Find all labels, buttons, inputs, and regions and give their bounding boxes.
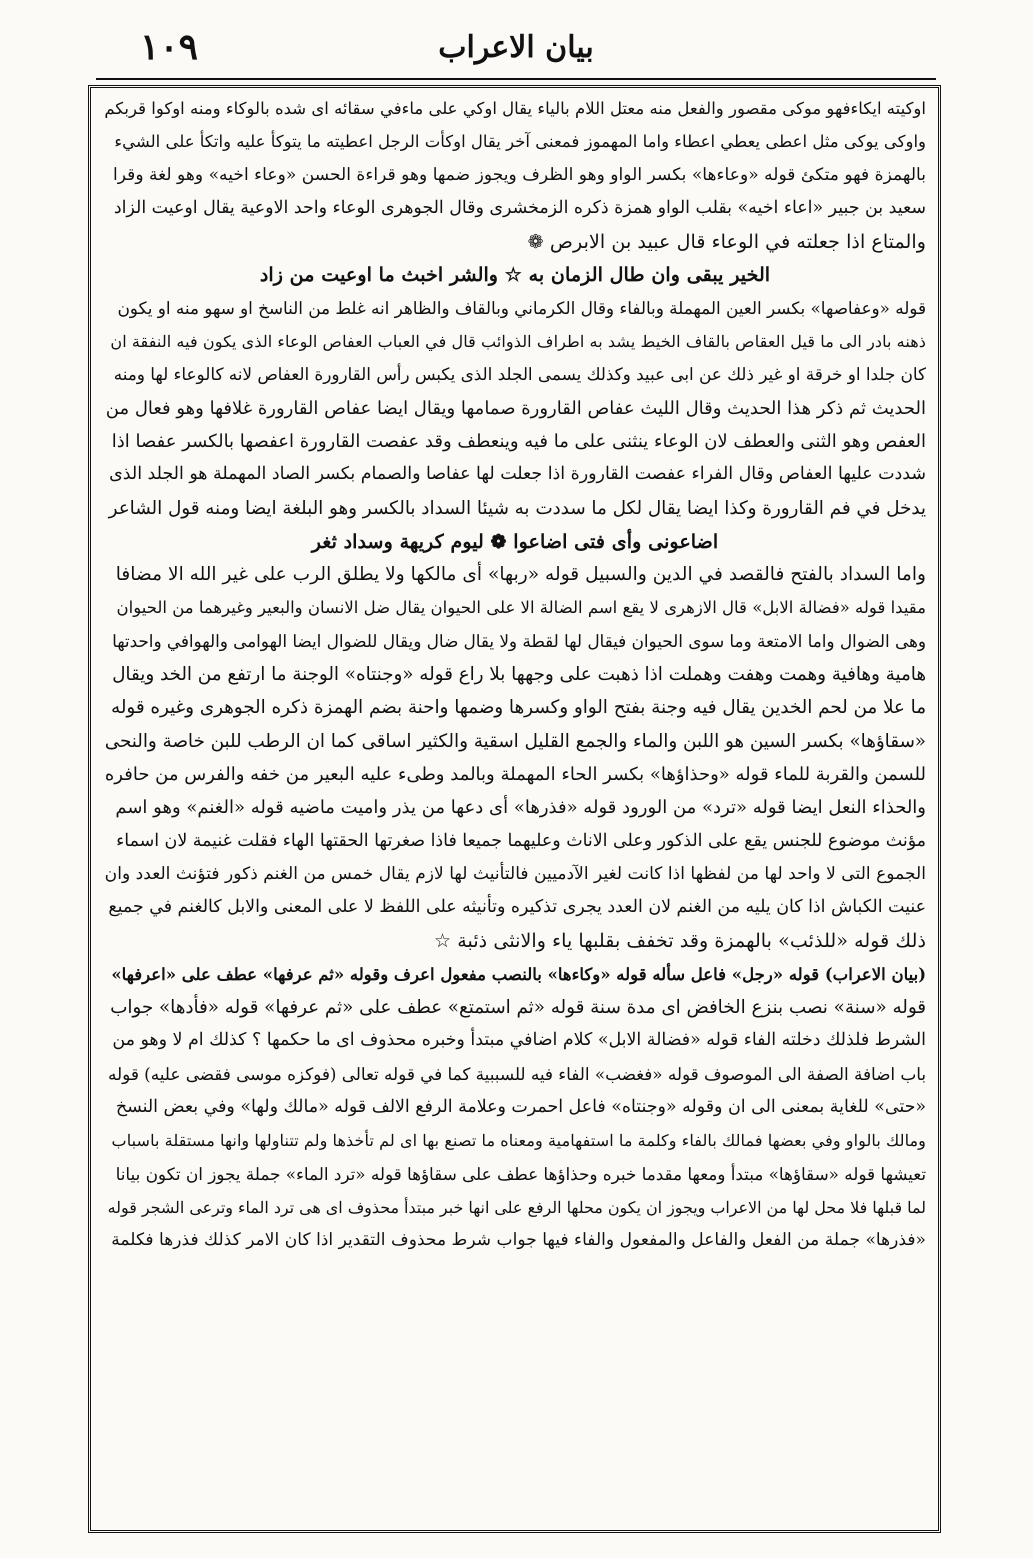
text-line: لما قبلها فلا محل لها من الاعراب ويجوز ان يكون محلها الرفع على انها خبر مبتدأ محذوف اى هى ترد الماء وترعى الشجر قوله <box>107 1197 926 1217</box>
header-rule <box>96 78 936 80</box>
verse-line: اضاعونى وأى فتى اضاعوا ❁ ليوم كريهة وسداد ثغر <box>311 529 719 553</box>
running-title: بيان الاعراب <box>438 30 594 65</box>
text-line: الحديث ثم ذكر هذا الحديث وقال الليث عفاص القارورة صمامها ويقال ايضا عفاص القارورة غلافها وهو فعال من <box>105 397 926 419</box>
text-line: قوله «سنة» نصب بنزع الخافض اى مدة سنة قوله «ثم استمتع» عطف على «ثم عرفها» قوله «فأدها» جواب <box>110 997 926 1019</box>
text-line: العفص وهو الثنى والعطف لان الوعاء ينثنى على ما فيه وينعطف وقد عفصت القارورة اعفصها بالكسر عفصا اذا <box>111 430 926 452</box>
text-line: يدخل في فم القارورة وكذا ايضا يقال لكل ما سددت به شيئا السداد بالكسر وهو البلغة ايضا ومنه قول الشاعر <box>108 497 926 519</box>
text-line: للسمن والقربة للماء قوله «وحذاؤها» بكسر الحاء المهملة وبالمد وطىء عليه البعير من خفه والفرس من حافره <box>104 763 926 785</box>
text-line: «سقاؤها» بكسر السين هو اللبن والماء والجمع القليل اسقية والكثير اساقى كما ان الرطب للبن خاصة والنحى <box>104 730 926 752</box>
text-line: كان جلدا او خرقة او غير ذلك عن ابى عبيد وكذلك يسمى الجلد الذى يكبس رأس القارورة العفاص لانه كالوعاء لها ومنه <box>113 364 926 385</box>
text-line: واوكى يوكى مثل اعطى يعطي اعطاء واما المهموز فمعنى آخر يقال اوكأت الرجل اعطيته ما يتوكأ عليه واتكأ على الشيء <box>114 132 926 152</box>
text-line: الشرط فلذلك دخلته الفاء قوله «فضالة الابل» كلام اضافي مبتدأ وخبره محذوف اى ما حكمها ؟ كذلك ام لا وهو من <box>112 1030 926 1051</box>
text-line: اوكيته ايكاءفهو موكى مقصور والفعل منه معتل اللام بالياء يقال اوكي على ماءفي سقائه اى شده بالوكاء ومنه اوكوا قربكم <box>104 99 926 118</box>
text-line: ذهنه بادر الى ما قيل العقاص بالقاف الخيط يشد به اطراف الذوائب قال في العباب العفاص الوعاء الذى يكون فيه النفقة ان <box>110 332 926 352</box>
text-line: عنيت الكباش اذا كان يليه من الغنم لان العدد يجرى تذكيره وتأنيثه على اللفظ لا على المعنى والابل كالغنم في جميع <box>108 897 926 918</box>
verse-line: الخير يبقى وان طال الزمان به ☆ والشر اخبث ما اوعيت من زاد <box>259 263 771 287</box>
page-header <box>96 20 936 82</box>
text-line: «فذرها» جملة من الفعل والفاعل والمفعول والفاء فيها جواب شرط محذوف التقدير اذا كان الامر كذلك فذرها فكلمة <box>111 1230 926 1251</box>
text-line: والحذاء النعل ايضا قوله «ترد» من الورود قوله «فذرها» أى دعها من يذر واميت ماضيه قوله «الغنم» وهو اسم <box>115 797 926 819</box>
text-line: تعيشها قوله «سقاؤها» مبتدأ ومعها مقدما خبره وحذاؤها عطف على سقاؤها قوله «ترد الماء» جملة يجوز ان تكون بيانا <box>115 1163 926 1184</box>
text-line: (بيان الاعراب) قوله «رجل» فاعل سأله قوله «وكاءها» بالنصب مفعول اعرف وقوله «ثم عرفها» عطف على «اعرفها» <box>111 964 926 984</box>
text-line: قوله «وعفاصها» بكسر العين المهملة وبالفاء وقال الكرماني وبالقاف والظاهر انه غلط من الناسخ او سهو منه او يكون <box>117 297 926 318</box>
text-line: شددت عليها العفاص وقال الفراء عفصت القارورة اذا جعلت لها عفاصا والصمام بكسر الصاد المهملة هو الجلد الذى <box>109 464 926 485</box>
text-line: مؤنث موضوع للجنس يقع على الذكور وعلى الاناث وعليهما جميعا فاذا صغرتها الحقتها الهاء فقلت غنيمة لان اسماء <box>116 830 926 851</box>
text-line: ما علا من لحم الخدين يقال فيه وجنة بفتح الواو وكسرها وضمها واحنة بضم الهمزة ذكره الجوهرى وغيره قوله <box>111 697 926 719</box>
text-line: ذلك قوله «للذئب» بالهمزة وقد تخفف بقلبها ياء والانثى ذئبة ☆ <box>433 929 926 953</box>
text-line: سعيد بن جبير «اعاء اخيه» بقلب الواو همزة ذكره الزمخشرى وقال الجوهرى الوعاء واحد الاوعية يقال اوعيت الزاد <box>113 197 926 218</box>
body-text <box>104 92 926 1524</box>
text-line: «حتى» للغاية بمعنى الى ان وقوله «وجنتاه» فاعل احمرت وعلامة الرفع الالف قوله «مالك ولها» وفي بعض النسخ <box>115 1096 926 1117</box>
page-number: ١٠٩ <box>140 26 199 68</box>
text-line: ومالك بالواو وفي بعضها فمالك بالفاء وكلمة ما استفهامية ومعناه ما تصنع بها اى لم تأخذها ولم تتناولها وانها مستقلة باسباب <box>111 1131 926 1151</box>
text-line: وهى الضوال واما الامتعة وما سوى الحيوان فيقال لها لقطة ولا يقال ضال ويقال للضوال ايضا الهوامى والهوافي واحدتها <box>112 630 926 651</box>
text-line: والمتاع اذا جعلته في الوعاء قال عبيد بن الابرص ❁ <box>527 230 926 254</box>
text-line: هامية وهافية وهمت وهفت وهملت اذا ذهبت على وجهها بلا راع قوله «وجنتاه» الوجنة ما ارتفع من الخد ويقال <box>112 664 926 686</box>
text-line: بالهمزة فهو متكئ قوله «وعاءها» بكسر الواو وهو الظرف ويجوز ضمها وهو قراءة الحسن «وعاء اخيه» وهو لغة وقرا <box>112 164 926 185</box>
text-line: واما السداد بالفتح فالقصد في الدين والسبيل قوله «ربها» أى مالكها ولا يطلق الرب على غير الله الا مضافا <box>115 564 926 586</box>
text-line: الجموع التى لا واحد لها من لفظها اذا كانت لغير الآدميين فالتأنيث لها لازم يقال خمس من الغنم ذكور فتؤنث العدد وان <box>104 863 926 884</box>
text-line: باب اضافة الصفة الى الموصوف قوله «فغضب» الفاء فيه للسببية كما في قوله تعالى (فوكزه موسى فقضى عليه) قوله <box>108 1063 926 1084</box>
text-line: مقيدا قوله «فضالة الابل» قال الازهرى لا يقع اسم الضالة الا على الحيوان يقال ضل الانسان والبعير وغيرهما من الحيوان <box>116 598 926 618</box>
